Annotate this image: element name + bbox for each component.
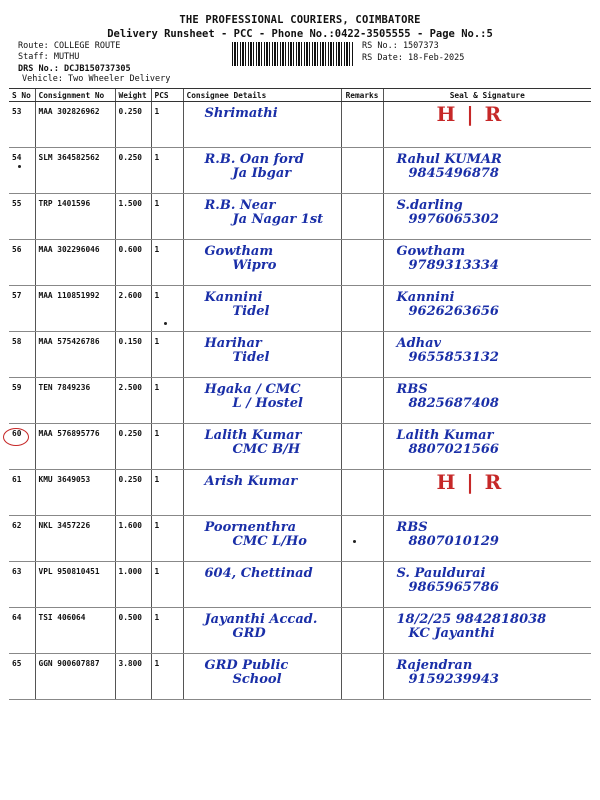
cell-sno: 55 xyxy=(9,194,35,240)
cell-consignment-no: SLM 364582562 xyxy=(35,148,115,194)
cell-weight: 1.000 xyxy=(115,562,151,608)
cell-pcs: 1 xyxy=(151,332,183,378)
seal-line-2: 9976065302 xyxy=(408,212,499,227)
seal-line-2: 9789313334 xyxy=(408,258,499,273)
consignee-line-1: Hgaka / CMC xyxy=(204,382,301,397)
consignee-line-2: L / Hostel xyxy=(232,396,303,411)
route-label: Route: COLLEGE ROUTE xyxy=(18,41,121,51)
cell-sno: 58 xyxy=(9,332,35,378)
cell-consignee-details xyxy=(183,470,341,516)
table-row xyxy=(9,562,591,608)
cell-pcs: 1 xyxy=(151,654,183,700)
table-row xyxy=(9,654,591,700)
seal-line-1: Rahul KUMAR xyxy=(396,152,502,167)
table-row xyxy=(9,378,591,424)
cell-weight: 0.500 xyxy=(115,608,151,654)
cell-seal-signature xyxy=(383,470,591,516)
cell-weight: 0.250 xyxy=(115,424,151,470)
seal-line-1: H | R xyxy=(436,470,504,494)
table-row xyxy=(9,470,591,516)
cell-remarks xyxy=(341,562,383,608)
cell-consignment-no: MAA 576895776 xyxy=(35,424,115,470)
consignee-line-1: Jayanthi Accad. xyxy=(204,612,318,627)
runsheet-table xyxy=(9,88,591,700)
rs-date: RS Date: 18-Feb-2025 xyxy=(362,53,465,63)
consignee-line-1: R.B. Near xyxy=(204,198,276,213)
cell-remarks xyxy=(341,240,383,286)
cell-seal-signature xyxy=(383,562,591,608)
cell-remarks xyxy=(341,332,383,378)
cell-weight: 2.500 xyxy=(115,378,151,424)
cell-consignee-details xyxy=(183,516,341,562)
cell-consignment-no: MAA 302296046 xyxy=(35,240,115,286)
cell-consignee-details xyxy=(183,102,341,148)
staff-label: Staff: MUTHU xyxy=(18,52,80,62)
cell-seal-signature xyxy=(383,102,591,148)
ink-dot xyxy=(18,165,21,168)
cell-seal-signature xyxy=(383,654,591,700)
seal-line-2: 9655853132 xyxy=(408,350,499,365)
cell-remarks xyxy=(341,378,383,424)
cell-consignee-details xyxy=(183,194,341,240)
consignee-line-2: Tidel xyxy=(232,304,270,319)
cell-consignment-no: VPL 950810451 xyxy=(35,562,115,608)
seal-line-1: Gowtham xyxy=(396,244,466,259)
seal-line-1: 18/2/25 9842818038 xyxy=(396,612,547,627)
seal-line-1: S.darling xyxy=(396,198,463,213)
consignee-line-1: Shrimathi xyxy=(204,106,278,121)
cell-pcs: 1 xyxy=(151,194,183,240)
cell-seal-signature xyxy=(383,608,591,654)
table-row xyxy=(9,102,591,148)
col-seal: Seal & Signature xyxy=(383,89,591,102)
cell-pcs: 1 xyxy=(151,608,183,654)
cell-sno: 53 xyxy=(9,102,35,148)
consignee-line-2: Ja Nagar 1st xyxy=(232,212,324,227)
seal-line-2: 8807021566 xyxy=(408,442,499,457)
seal-line-1: Kannini xyxy=(396,290,455,305)
cell-weight: 0.600 xyxy=(115,240,151,286)
runsheet-title: Delivery Runsheet - PCC - Phone No.:0422-3505555 - Page No.:5 xyxy=(107,28,493,40)
cell-consignee-details xyxy=(183,562,341,608)
cell-remarks xyxy=(341,148,383,194)
table-row xyxy=(9,194,591,240)
circle-mark xyxy=(3,428,29,446)
cell-remarks xyxy=(341,286,383,332)
cell-consignee-details xyxy=(183,240,341,286)
table-header-row xyxy=(9,89,591,102)
consignee-line-2: CMC B/H xyxy=(232,442,301,457)
cell-pcs: 1 xyxy=(151,240,183,286)
table-row xyxy=(9,608,591,654)
seal-line-2: 9159239943 xyxy=(408,672,499,687)
consignee-line-2: CMC L/Ho xyxy=(232,534,307,549)
cell-weight: 3.800 xyxy=(115,654,151,700)
consignee-line-2: Ja Ibgar xyxy=(232,166,292,181)
cell-sno: 54 xyxy=(9,148,35,194)
consignee-line-1: Lalith Kumar xyxy=(204,428,302,443)
ink-dot xyxy=(164,322,167,325)
cell-pcs: 1 xyxy=(151,102,183,148)
cell-consignee-details xyxy=(183,654,341,700)
consignee-line-1: Poornenthra xyxy=(204,520,297,535)
cell-pcs: 1 xyxy=(151,516,183,562)
seal-line-2: 8807010129 xyxy=(408,534,499,549)
seal-line-2: 9626263656 xyxy=(408,304,499,319)
cell-sno: 64 xyxy=(9,608,35,654)
cell-consignment-no: MAA 110851992 xyxy=(35,286,115,332)
cell-pcs: 1 xyxy=(151,378,183,424)
cell-remarks xyxy=(341,608,383,654)
seal-line-1: Lalith Kumar xyxy=(396,428,494,443)
cell-consignment-no: GGN 900607887 xyxy=(35,654,115,700)
table-row xyxy=(9,148,591,194)
consignee-line-1: Gowtham xyxy=(204,244,274,259)
cell-sno: 61 xyxy=(9,470,35,516)
rs-number: RS No.: 1507373 xyxy=(362,41,439,51)
cell-consignment-no: TSI 406064 xyxy=(35,608,115,654)
cell-seal-signature xyxy=(383,194,591,240)
cell-consignee-details xyxy=(183,332,341,378)
table-row xyxy=(9,240,591,286)
cell-seal-signature xyxy=(383,378,591,424)
consignee-line-2: GRD xyxy=(232,626,266,641)
cell-pcs: 1 xyxy=(151,470,183,516)
col-sno: S No xyxy=(9,89,35,102)
seal-line-1: RBS xyxy=(396,520,428,535)
cell-weight: 0.250 xyxy=(115,470,151,516)
cell-consignment-no: NKL 3457226 xyxy=(35,516,115,562)
cell-remarks xyxy=(341,654,383,700)
col-pcs: PCS xyxy=(151,89,183,102)
cell-sno: 65 xyxy=(9,654,35,700)
cell-weight: 0.250 xyxy=(115,102,151,148)
col-weight: Weight xyxy=(115,89,151,102)
cell-consignment-no: TEN 7849236 xyxy=(35,378,115,424)
cell-consignment-no: MAA 575426786 xyxy=(35,332,115,378)
cell-pcs: 1 xyxy=(151,286,183,332)
table-row xyxy=(9,332,591,378)
cell-pcs: 1 xyxy=(151,562,183,608)
cell-sno: 59 xyxy=(9,378,35,424)
seal-line-2: 8825687408 xyxy=(408,396,499,411)
cell-consignee-details xyxy=(183,424,341,470)
cell-seal-signature xyxy=(383,286,591,332)
seal-line-1: Adhav xyxy=(396,336,442,351)
cell-weight: 0.250 xyxy=(115,148,151,194)
table-row xyxy=(9,424,591,470)
consignee-line-2: Tidel xyxy=(232,350,270,365)
cell-seal-signature xyxy=(383,516,591,562)
cell-seal-signature xyxy=(383,424,591,470)
consignee-line-1: Kannini xyxy=(204,290,263,305)
cell-consignee-details xyxy=(183,286,341,332)
cell-remarks xyxy=(341,424,383,470)
cell-sno: 62 xyxy=(9,516,35,562)
cell-consignment-no: MAA 302826962 xyxy=(35,102,115,148)
seal-line-2: 9845496878 xyxy=(408,166,499,181)
cell-seal-signature xyxy=(383,148,591,194)
cell-consignee-details xyxy=(183,148,341,194)
drs-number: DRS No.: DCJB150737305 xyxy=(18,64,131,74)
cell-seal-signature xyxy=(383,240,591,286)
seal-line-1: S. Pauldurai xyxy=(396,566,486,581)
cell-remarks xyxy=(341,516,383,562)
col-consignee: Consignee Details xyxy=(183,89,341,102)
cell-weight: 1.500 xyxy=(115,194,151,240)
cell-weight: 2.600 xyxy=(115,286,151,332)
consignee-line-1: 604, Chettinad xyxy=(204,566,313,581)
table-row xyxy=(9,286,591,332)
cell-sno: 60 xyxy=(9,424,35,470)
col-remarks: Remarks xyxy=(341,89,383,102)
barcode xyxy=(232,42,354,66)
cell-weight: 1.600 xyxy=(115,516,151,562)
company-title: THE PROFESSIONAL COURIERS, COIMBATORE xyxy=(179,14,421,26)
cell-consignee-details xyxy=(183,378,341,424)
seal-line-1: H | R xyxy=(436,102,504,126)
seal-line-1: RBS xyxy=(396,382,428,397)
cell-remarks xyxy=(341,102,383,148)
cell-remarks xyxy=(341,470,383,516)
col-consignment: Consignment No xyxy=(35,89,115,102)
seal-line-1: Rajendran xyxy=(396,658,473,673)
cell-pcs: 1 xyxy=(151,424,183,470)
table-row xyxy=(9,516,591,562)
seal-line-2: 9865965786 xyxy=(408,580,499,595)
cell-consignment-no: KMU 3649053 xyxy=(35,470,115,516)
cell-pcs: 1 xyxy=(151,148,183,194)
seal-line-2: KC Jayanthi xyxy=(408,626,495,641)
consignee-line-1: Arish Kumar xyxy=(204,474,298,489)
cell-consignment-no: TRP 1401596 xyxy=(35,194,115,240)
ink-dot xyxy=(353,540,356,543)
consignee-line-1: R.B. Oan ford xyxy=(204,152,304,167)
cell-weight: 0.150 xyxy=(115,332,151,378)
vehicle-label: Vehicle: Two Wheeler Delivery xyxy=(22,74,171,84)
cell-consignee-details xyxy=(183,608,341,654)
cell-sno: 63 xyxy=(9,562,35,608)
consignee-line-2: Wipro xyxy=(232,258,277,273)
cell-remarks xyxy=(341,194,383,240)
cell-sno: 57 xyxy=(9,286,35,332)
cell-sno: 56 xyxy=(9,240,35,286)
consignee-line-1: Harihar xyxy=(204,336,262,351)
cell-seal-signature xyxy=(383,332,591,378)
consignee-line-2: School xyxy=(232,672,282,687)
consignee-line-1: GRD Public xyxy=(204,658,289,673)
